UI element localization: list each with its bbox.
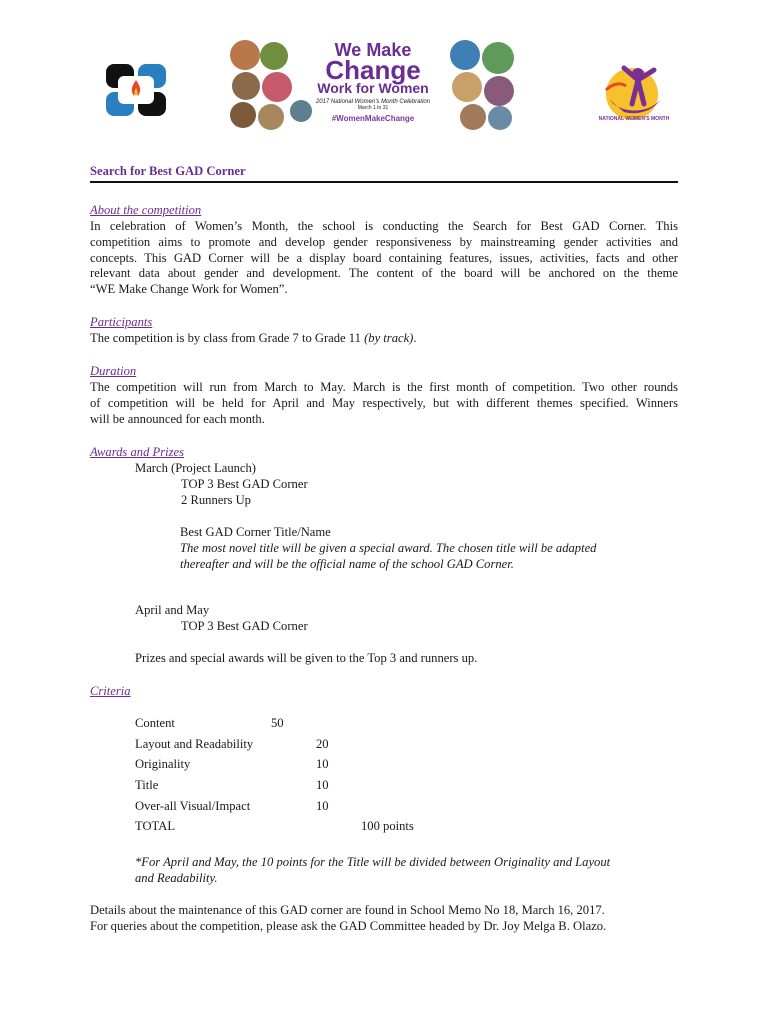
about-line: competition aims to promote and develop gender responsiveness by mainstreaming gender activities and xyxy=(90,234,678,249)
banner-photo xyxy=(230,102,256,128)
awards-march-top: TOP 3 Best GAD Corner xyxy=(181,477,308,491)
banner-photo xyxy=(488,106,512,130)
banner-hashtag: #WomenMakeChange xyxy=(331,114,415,123)
duration-line: will be announced for each month. xyxy=(90,411,265,426)
criteria-value: 50 xyxy=(271,716,284,730)
about-line: “WE Make Change Work for Women”. xyxy=(90,282,288,297)
criteria-label: Layout and Readability xyxy=(135,737,254,751)
participants-track: (by track) xyxy=(364,331,414,345)
deped-logo xyxy=(104,62,168,118)
banner-photo xyxy=(482,42,514,74)
banner-photo xyxy=(450,40,480,70)
criteria-value: 20 xyxy=(316,737,329,751)
awards-march: March (Project Launch) xyxy=(135,461,256,475)
duration-paragraph xyxy=(90,380,678,427)
banner-line1: We Make xyxy=(334,40,412,60)
criteria-label: Originality xyxy=(135,757,191,771)
about-heading: About the competition xyxy=(90,203,202,217)
criteria-total-label: TOTAL xyxy=(135,819,176,833)
awards-title-note: thereafter and will be the official name of the school GAD Corner. xyxy=(180,557,514,571)
footer-line: Details about the maintenance of this GAD corner are found in School Memo No 18, March 16, 2017. xyxy=(90,903,605,917)
right-logo-text: NATIONAL WOMEN'S MONTH xyxy=(598,116,670,122)
banner-subtitle: 2017 National Women's Month Celebration xyxy=(315,99,431,105)
criteria-label: Over-all Visual/Impact xyxy=(135,799,251,813)
banner-photo xyxy=(484,76,514,106)
banner-photo xyxy=(452,72,482,102)
banner-photo xyxy=(232,72,260,100)
about-line: concepts. This GAD Corner will be a display board containing features, issues, activities, facts and other xyxy=(90,250,678,265)
awards-april-top: TOP 3 Best GAD Corner xyxy=(181,619,308,633)
awards-march-runners: 2 Runners Up xyxy=(181,493,251,507)
national-womens-month-logo xyxy=(598,60,670,126)
womens-month-banner xyxy=(226,38,518,130)
criteria-note: *For April and May, the 10 points for the Title will be divided between Originality and Layout xyxy=(135,855,611,869)
banner-line3: Work for Women xyxy=(317,80,429,96)
criteria-value: 10 xyxy=(316,757,329,771)
awards-title-note: The most novel title will be given a special award. The chosen title will be adapted xyxy=(180,541,597,555)
duration-line: of competition will be held for April and May respectively, but with different themes specified. Winners xyxy=(90,395,678,410)
awards-title-name: Best GAD Corner Title/Name xyxy=(180,525,331,539)
criteria-label: Title xyxy=(135,778,159,792)
awards-heading: Awards and Prizes xyxy=(90,445,184,459)
page-title: Search for Best GAD Corner xyxy=(90,164,246,178)
participants-text xyxy=(90,331,678,347)
criteria-heading: Criteria xyxy=(90,684,131,698)
participants-body: The competition is by class from Grade 7 to Grade 11 xyxy=(90,331,365,345)
title-rule xyxy=(90,181,678,183)
banner-photo xyxy=(258,104,284,130)
duration-heading: Duration xyxy=(90,364,137,378)
footer-line: For queries about the competition, please ask the GAD Committee headed by Dr. Joy Melga B. Olazo. xyxy=(90,919,607,933)
banner-photo xyxy=(260,42,288,70)
banner-line2: Change xyxy=(325,55,421,85)
about-paragraph xyxy=(90,219,678,298)
awards-april-may: April and May xyxy=(135,603,210,617)
criteria-total-value: 100 points xyxy=(361,819,414,833)
banner-photo xyxy=(460,104,486,130)
criteria-label: Content xyxy=(135,716,175,730)
banner-photo xyxy=(230,40,260,70)
participants-heading: Participants xyxy=(90,315,153,329)
participants-end: . xyxy=(413,331,417,345)
awards-prizes-note: Prizes and special awards will be given to the Top 3 and runners up. xyxy=(135,651,478,665)
banner-dates: March 1 to 31 xyxy=(357,105,389,111)
banner-photo xyxy=(262,72,292,102)
criteria-note: and Readability. xyxy=(135,871,218,885)
criteria-value: 10 xyxy=(316,778,329,792)
criteria-value: 10 xyxy=(316,799,329,813)
about-line: In celebration of Women’s Month, the school is conducting the Search for Best GAD Corner. This xyxy=(90,219,678,233)
about-line: relevant data about gender and development. The content of the board will be anchored on the theme xyxy=(90,266,678,281)
duration-line: The competition will run from March to May. March is the first month of competition. Two other rounds xyxy=(90,380,678,394)
